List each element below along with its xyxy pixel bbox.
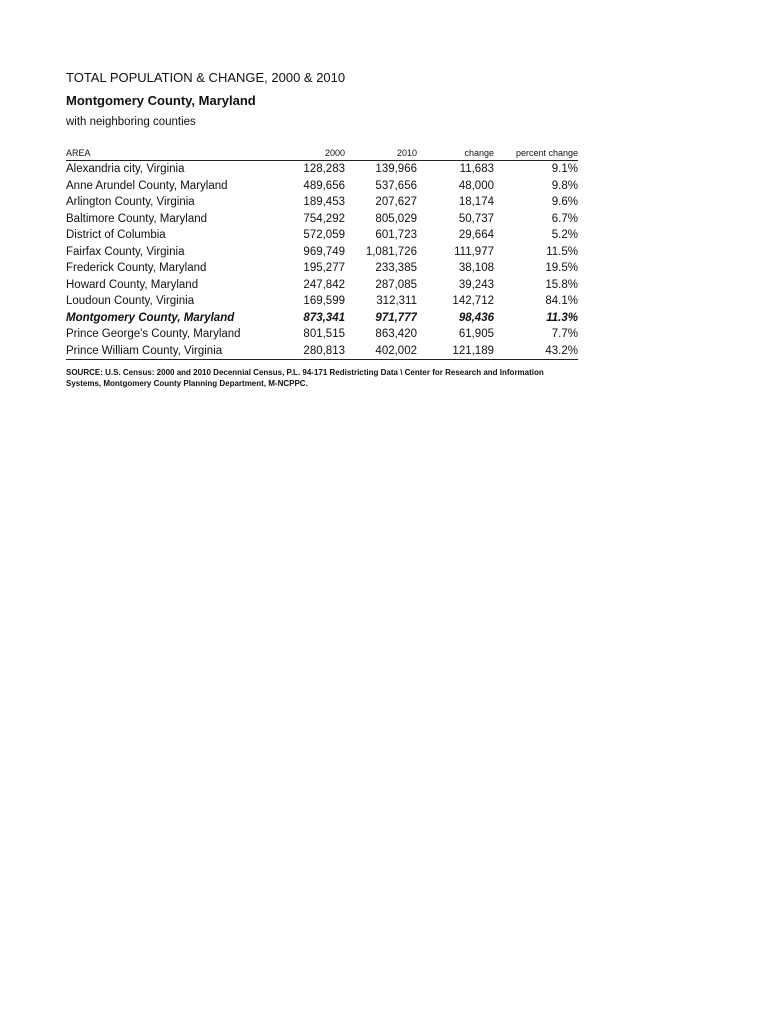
- table-row: [66, 260, 578, 277]
- cell-change: 48,000: [458, 179, 494, 192]
- cell-2010: 537,656: [375, 179, 417, 192]
- cell-area: Loudoun County, Virginia: [66, 295, 195, 307]
- cell-2000: 873,341: [303, 311, 345, 324]
- cell-2010: 207,627: [375, 196, 417, 208]
- cell-change: 111,977: [454, 245, 494, 258]
- document: [66, 70, 578, 389]
- table-row: [66, 178, 578, 195]
- cell-percent-change: 9.1%: [551, 163, 578, 175]
- document-note: with neighboring counties: [66, 116, 196, 128]
- cell-area: Arlington County, Virginia: [66, 196, 195, 208]
- header-2010: 2010: [345, 147, 417, 161]
- cell-change: 98,436: [458, 311, 494, 324]
- cell-2000: 572,059: [303, 229, 345, 241]
- cell-percent-change: 11.5%: [546, 245, 578, 258]
- cell-2010: 863,420: [375, 328, 417, 340]
- cell-2010: 1,081,726: [365, 245, 417, 258]
- cell-change: 18,174: [458, 196, 494, 208]
- cell-2000: 754,292: [303, 212, 345, 225]
- cell-area: Montgomery County, Maryland: [66, 311, 235, 324]
- cell-2010: 971,777: [375, 311, 417, 324]
- cell-2010: 287,085: [375, 278, 417, 291]
- cell-2000: 489,656: [303, 179, 345, 192]
- cell-2000: 169,599: [303, 295, 345, 307]
- table-row: [66, 293, 578, 310]
- table-row: [66, 227, 578, 244]
- cell-2000: 801,515: [303, 328, 345, 340]
- cell-percent-change: 84.1%: [545, 295, 578, 307]
- header-change: change: [417, 147, 494, 161]
- table-header-row: [66, 147, 578, 161]
- cell-change: 39,243: [458, 278, 494, 291]
- table-row: [66, 194, 578, 211]
- cell-2010: 312,311: [376, 295, 417, 307]
- cell-change: 38,108: [458, 262, 494, 274]
- header-percent-change: percent change: [494, 147, 578, 161]
- header-area: AREA: [66, 147, 276, 161]
- header-2000: 2000: [276, 147, 345, 161]
- cell-2010: 233,385: [375, 262, 417, 274]
- table-row: [66, 161, 578, 178]
- table-row: [66, 277, 578, 294]
- cell-area: Alexandria city, Virginia: [66, 163, 185, 175]
- cell-percent-change: 9.8%: [551, 179, 578, 192]
- document-title: TOTAL POPULATION & CHANGE, 2000 & 2010: [66, 70, 346, 85]
- cell-percent-change: 19.5%: [545, 262, 578, 274]
- cell-2000: 280,813: [276, 343, 345, 360]
- cell-percent-change: 6.7%: [551, 212, 578, 225]
- cell-percent-change: 5.2%: [551, 229, 578, 241]
- cell-area: Anne Arundel County, Maryland: [66, 179, 228, 192]
- cell-area: Howard County, Maryland: [66, 278, 199, 291]
- cell-2010: 805,029: [375, 212, 417, 225]
- cell-area: Fairfax County, Virginia: [66, 245, 185, 258]
- cell-percent-change: 15.8%: [545, 278, 578, 291]
- cell-2000: 969,749: [303, 245, 345, 258]
- cell-change: 61,905: [458, 328, 494, 340]
- cell-percent-change: 11.3%: [546, 311, 578, 324]
- cell-percent-change: 43.2%: [494, 343, 578, 360]
- table-row: [66, 326, 578, 343]
- cell-area: Baltimore County, Maryland: [66, 212, 208, 225]
- document-subtitle: Montgomery County, Maryland: [66, 93, 256, 108]
- cell-2000: 128,283: [303, 163, 345, 175]
- cell-area: Prince George's County, Maryland: [66, 328, 241, 340]
- cell-change: 29,664: [458, 229, 494, 241]
- table-row-highlighted: [66, 310, 578, 327]
- cell-2010: 601,723: [375, 229, 417, 241]
- cell-change: 121,189: [417, 343, 494, 360]
- cell-area: Prince William County, Virginia: [66, 343, 276, 360]
- population-table: [66, 147, 578, 360]
- cell-percent-change: 9.6%: [551, 196, 578, 208]
- source-note: SOURCE: U.S. Census: 2000 and 2010 Decennial Census, P.L. 94-171 Redistricting Data \ Center for Research and Information Systems, Montgomery County Planning Department, M-NCPPC.: [66, 368, 544, 388]
- cell-area: Frederick County, Maryland: [66, 262, 207, 274]
- table-row: [66, 211, 578, 228]
- cell-change: 11,683: [459, 163, 494, 175]
- cell-2010: 402,002: [345, 343, 417, 360]
- cell-change: 50,737: [458, 212, 494, 225]
- cell-2000: 247,842: [303, 278, 345, 291]
- cell-percent-change: 7.7%: [551, 328, 578, 340]
- table-row: [66, 244, 578, 261]
- cell-change: 142,712: [452, 295, 494, 307]
- cell-2000: 195,277: [303, 262, 345, 274]
- cell-area: District of Columbia: [66, 229, 166, 241]
- cell-2000: 189,453: [303, 196, 345, 208]
- cell-2010: 139,966: [375, 163, 417, 175]
- table-row: [66, 343, 578, 360]
